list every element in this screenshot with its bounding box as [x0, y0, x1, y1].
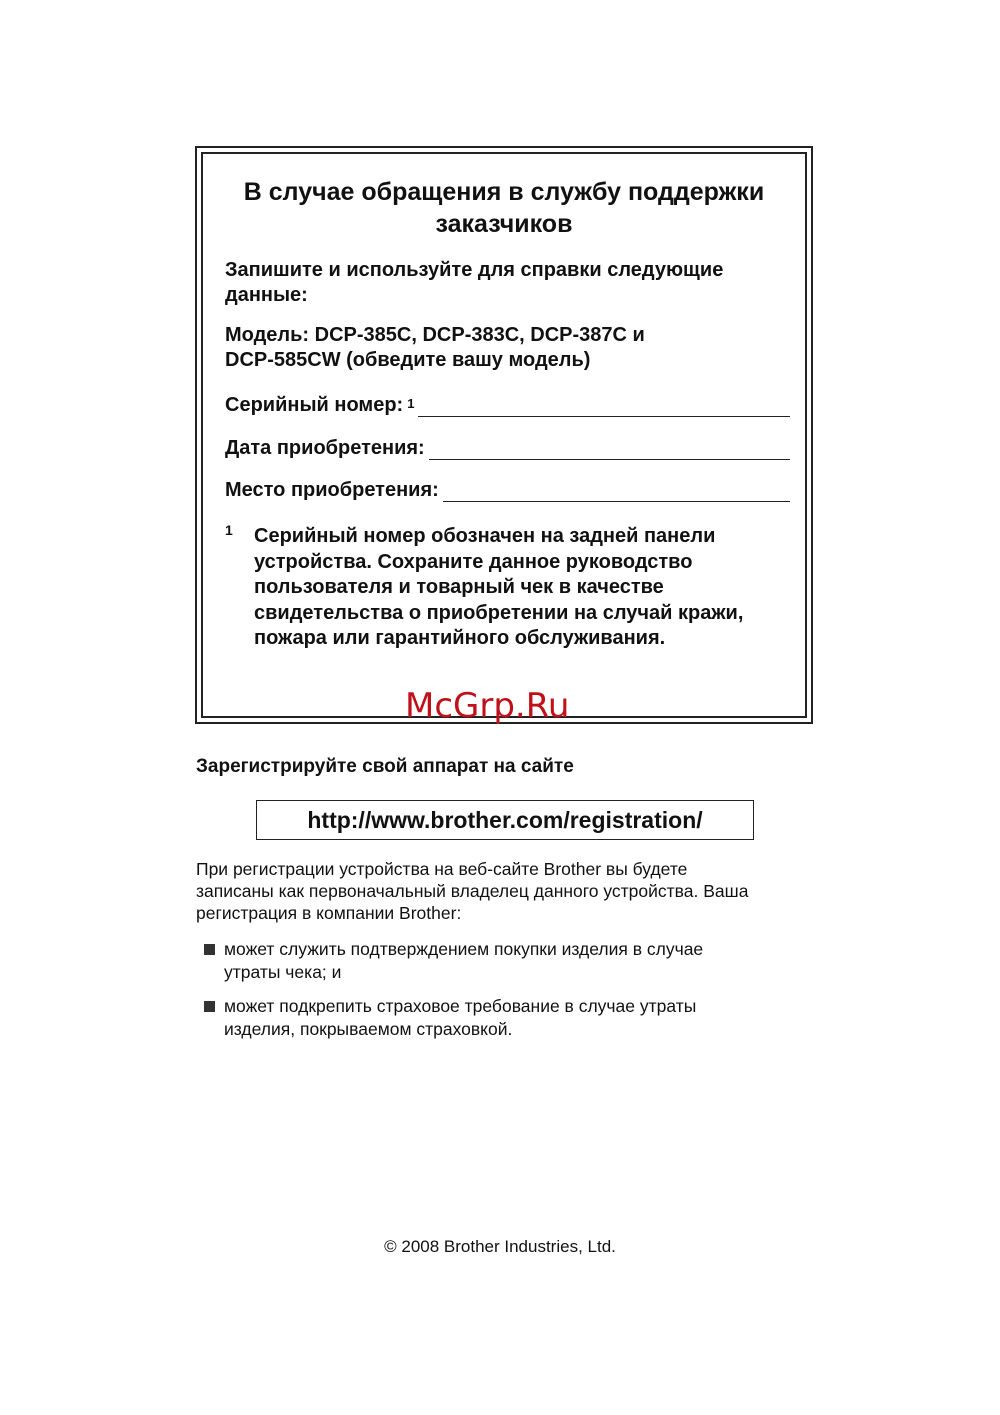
bullet-text-line1: может служить подтверждением покупки изделия в случае	[224, 939, 704, 959]
bullet-square-icon	[204, 1001, 215, 1012]
purchase-place-label: Место приобретения:	[225, 479, 439, 501]
bullet-text-line1: может подкрепить страховое требование в случае утраты	[224, 996, 697, 1016]
serial-number-label: Серийный номер:	[225, 394, 404, 416]
model-line1: Модель: DCP-385C, DCP-383C, DCP-387C и	[225, 324, 645, 346]
registration-body-line: регистрация в компании Brother:	[196, 903, 462, 923]
model-line2: DCP-585CW (обведите вашу модель)	[225, 349, 591, 371]
support-intro-line2: данные:	[225, 284, 308, 306]
registration-heading: Зарегистрируйте свой аппарат на сайте	[196, 756, 574, 777]
footnote-line: пользователя и товарный чек в качестве	[254, 576, 664, 598]
registration-body	[196, 858, 826, 924]
registration-bullet-list	[204, 938, 824, 1052]
bullet-text	[224, 995, 696, 1041]
serial-number-blank-line	[418, 396, 790, 417]
list-item	[204, 995, 824, 1041]
footnote-number: 1	[225, 522, 233, 538]
support-box-title	[203, 176, 805, 240]
support-intro-line1: Запишите и используйте для справки следующие	[225, 259, 724, 281]
serial-number-field	[225, 391, 790, 417]
registration-body-line: записаны как первоначальный владелец данного устройства. Ваша	[196, 881, 749, 901]
list-item	[204, 938, 824, 984]
footnote-text	[254, 524, 794, 652]
support-box-title-line1: В случае обращения в службу поддержки	[243, 178, 765, 206]
copyright-notice: © 2008 Brother Industries, Ltd.	[384, 1237, 616, 1256]
registration-body-line: При регистрации устройства на веб-сайте Brother вы будете	[196, 859, 688, 879]
bullet-square-icon	[204, 944, 215, 955]
watermark-logo: McGrp.Ru	[405, 686, 570, 726]
support-box-title-line2: заказчиков	[435, 210, 573, 238]
model-info	[225, 323, 785, 373]
footnote-line: свидетельства о приобретении на случай кражи,	[254, 601, 744, 624]
purchase-date-field	[225, 434, 790, 460]
registration-url-link[interactable]: http://www.brother.com/registration/	[256, 800, 754, 840]
purchase-date-blank-line	[429, 439, 790, 460]
serial-footnote-ref: 1	[407, 396, 415, 411]
customer-support-box	[195, 146, 813, 724]
purchase-place-field	[225, 476, 790, 502]
bullet-text	[224, 938, 703, 984]
bullet-text-line2: изделия, покрываемом страховкой.	[224, 1019, 513, 1039]
support-intro	[225, 258, 785, 308]
footnote-line: пожара или гарантийного обслуживания.	[254, 627, 666, 649]
customer-support-box-inner	[201, 152, 807, 718]
purchase-place-blank-line	[443, 481, 790, 502]
footnote-line: устройства. Сохраните данное руководство	[254, 550, 693, 573]
bullet-text-line2: утраты чека; и	[224, 962, 342, 982]
purchase-date-label: Дата приобретения:	[225, 437, 425, 459]
footnote-line: Серийный номер обозначен на задней панели	[254, 525, 716, 547]
